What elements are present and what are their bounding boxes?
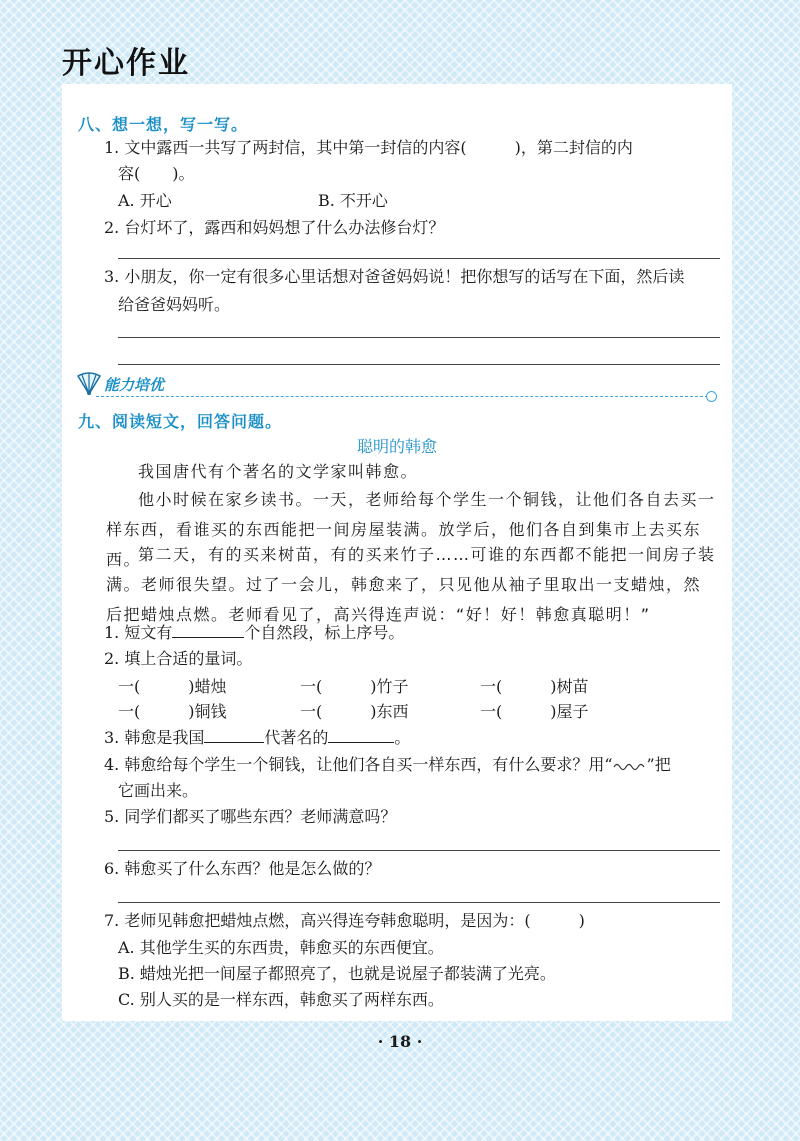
s9-q7-option-c: C. 别人买的是一样东西，韩愈买了两样东西。 <box>118 990 444 1009</box>
ability-banner <box>72 368 720 402</box>
s8-q3-line1: 3. 小朋友，你一定有很多心里话想对爸爸妈妈说！把你想写的话写在下面，然后读 <box>104 267 685 286</box>
s8-q1-line1: 1. 文中露西一共写了两封信，其中第一封信的内容( )，第二封信的内 <box>104 138 633 157</box>
article-title: 聪明的韩愈 <box>356 437 437 456</box>
header-title: 开心作业 <box>62 46 190 81</box>
s9-q1-blank[interactable] <box>172 623 244 638</box>
s8-q3-line2: 给爸爸妈妈听。 <box>118 295 231 314</box>
article-paragraph-2: 他小时候在家乡读书。一天，老师给每个学生一个铜钱，让他们各自去买一样东西，看谁买的东西能把一间房屋装满。放学后，他们各自到集市上去买东西。 <box>106 490 716 569</box>
s8-q2-answer-line[interactable] <box>118 258 720 259</box>
s9-q3-blank-1[interactable] <box>204 728 264 743</box>
ability-divider <box>96 396 708 397</box>
s9-q7: 7. 老师见韩愈把蜡烛点燃，高兴得连夸韩愈聪明，是因为：( ) <box>104 911 585 930</box>
s9-q3 <box>104 727 410 749</box>
wavy-line-icon <box>613 755 647 777</box>
ability-label: 能力培优 <box>104 376 165 394</box>
s9-q7-option-b: B. 蜡烛光把一间屋子都照亮了，也就是说屋子都装满了光亮。 <box>118 964 556 983</box>
s9-q3-blank-2[interactable] <box>328 728 394 743</box>
section9-heading: 九、阅读短文，回答问题。 <box>78 412 283 431</box>
s9-q4-line1 <box>104 754 671 777</box>
s8-q3-answer-line-1[interactable] <box>118 337 720 338</box>
measure-word-4[interactable]: 一( )铜钱 <box>118 702 227 721</box>
measure-word-1[interactable]: 一( )蜡烛 <box>118 677 227 696</box>
ability-divider-dot <box>706 391 717 402</box>
s9-q3-middle: 代著名的 <box>264 728 329 747</box>
page-number: · 18 · <box>377 1032 423 1051</box>
measure-word-2[interactable]: 一( )竹子 <box>300 677 409 696</box>
s8-q3-answer-line-2[interactable] <box>118 364 720 365</box>
article-paragraph-1: 我国唐代有个著名的文学家叫韩愈。 <box>138 462 419 481</box>
s8-q1-option-b: B. 不开心 <box>318 191 388 210</box>
s9-q4-line2: 它画出来。 <box>118 781 199 800</box>
article-paragraph-3: 第二天，有的买来树苗，有的买来竹子……可谁的东西都不能把一间房子装满。老师很失望。过了一会儿，韩愈来了，只见他从袖子里取出一支蜡烛，然后把蜡烛点燃。老师看见了，高兴得连声说：“好！好！韩愈真聪明！” <box>106 545 716 624</box>
s9-q1-suffix: 个自然段，标上序号。 <box>244 623 405 642</box>
s9-q3-prefix: 3. 韩愈是我国 <box>104 728 205 747</box>
s9-q7-option-a: A. 其他学生买的东西贵，韩愈买的东西便宜。 <box>118 938 444 957</box>
s9-q6-answer-line[interactable] <box>118 902 720 903</box>
s9-q6: 6. 韩愈买了什么东西？他是怎么做的？ <box>104 859 381 878</box>
measure-word-5[interactable]: 一( )东西 <box>300 702 409 721</box>
s9-q4-prefix: 4. 韩愈给每个学生一个铜钱，让他们各自买一样东西，有什么要求？用“ <box>104 755 613 774</box>
section8-heading: 八、想一想，写一写。 <box>78 115 249 134</box>
s8-q1-option-a: A. 开心 <box>118 191 172 210</box>
s9-q1 <box>104 622 404 644</box>
s9-q4-suffix: ”把 <box>646 755 671 774</box>
s9-q1-prefix: 1. 短文有 <box>104 623 173 642</box>
s9-q2: 2. 填上合适的量词。 <box>104 649 253 668</box>
measure-word-3[interactable]: 一( )树苗 <box>480 677 589 696</box>
s8-q1-line2: 容( )。 <box>118 164 195 183</box>
s9-q5-answer-line[interactable] <box>118 850 720 851</box>
s9-q3-suffix: 。 <box>394 728 411 747</box>
measure-word-6[interactable]: 一( )屋子 <box>480 702 589 721</box>
s8-q2: 2. 台灯坏了，露西和妈妈想了什么办法修台灯？ <box>104 218 445 237</box>
s9-q5: 5. 同学们都买了哪些东西？老师满意吗？ <box>104 807 397 826</box>
